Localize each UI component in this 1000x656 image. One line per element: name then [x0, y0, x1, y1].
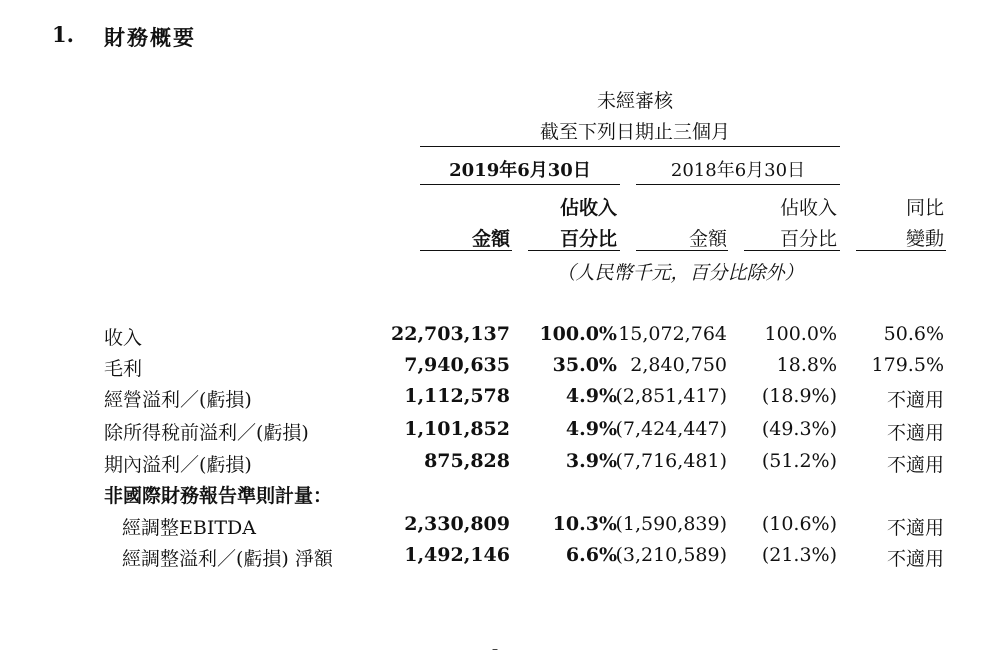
- col-underline-2018-pct: [744, 250, 840, 251]
- cell-profit-before-tax-yoy: 不適用: [886, 422, 944, 444]
- row-label-adjusted-net-profit: 經調整溢利／(虧損) 淨額: [122, 548, 333, 570]
- cell-operating-profit-2019-amount: 1,112,578: [404, 385, 510, 407]
- cell-revenue-2019-amount: 22,703,137: [391, 323, 510, 345]
- row-label-gross-profit: 毛利: [104, 358, 143, 380]
- col-underline-2019-pct: [528, 250, 620, 251]
- col-2018-pct-l1: 佔收入: [779, 197, 837, 219]
- col-underline-2018-amount: [636, 250, 728, 251]
- period-2019: 2019年6月30日: [449, 160, 591, 181]
- table-header-period-desc: 截至下列日期止三個月: [539, 121, 730, 143]
- cell-gross-profit-2019-amount: 7,940,635: [404, 354, 510, 376]
- cell-period-profit-2019-amount: 875,828: [424, 450, 510, 472]
- cell-adjusted-ebitda-yoy: 不適用: [886, 517, 944, 539]
- row-label-period-profit: 期內溢利／(虧損): [104, 454, 252, 476]
- col-2019-pct-l1: 佔收入: [559, 197, 617, 219]
- period-2019-underline: [420, 184, 620, 185]
- cell-profit-before-tax-2018-amount: (7,424,447): [615, 418, 727, 440]
- cell-profit-before-tax-2019-pct: 4.9%: [565, 418, 617, 440]
- cell-profit-before-tax-2018-pct: (49.3%): [761, 418, 837, 440]
- cell-gross-profit-2018-pct: 18.8%: [776, 354, 837, 376]
- cell-gross-profit-2019-pct: 35.0%: [552, 354, 617, 376]
- units-note: （人民幣千元，百分比除外）: [556, 262, 804, 284]
- row-label-operating-profit: 經營溢利／(虧損): [104, 389, 252, 411]
- cell-adjusted-net-profit-2019-amount: 1,492,146: [404, 544, 510, 566]
- cell-operating-profit-2018-amount: (2,851,417): [615, 385, 727, 407]
- cell-adjusted-net-profit-2018-pct: (21.3%): [761, 544, 837, 566]
- period-2018: 2018年6月30日: [670, 160, 806, 181]
- cell-revenue-2019-pct: 100.0%: [539, 323, 617, 345]
- cell-adjusted-ebitda-2018-pct: (10.6%): [761, 513, 837, 535]
- cell-gross-profit-2018-amount: 2,840,750: [630, 354, 727, 376]
- cell-period-profit-yoy: 不適用: [886, 454, 944, 476]
- cell-period-profit-2019-pct: 3.9%: [565, 450, 617, 472]
- col-yoy: 變動: [905, 228, 944, 250]
- row-label-adjusted-ebitda: 經調整EBITDA: [122, 517, 256, 539]
- cell-revenue-2018-pct: 100.0%: [764, 323, 837, 345]
- section-title: 財務概要: [104, 25, 196, 50]
- cell-operating-profit-yoy: 不適用: [886, 389, 944, 411]
- cell-period-profit-2018-pct: (51.2%): [761, 450, 837, 472]
- cell-profit-before-tax-2019-amount: 1,101,852: [404, 418, 510, 440]
- cell-adjusted-net-profit-2018-amount: (3,210,589): [615, 544, 727, 566]
- cell-operating-profit-2019-pct: 4.9%: [565, 385, 617, 407]
- non-ifrs-heading: 非國際財務報告準則計量：: [104, 485, 333, 507]
- col-2019-pct: 百分比: [559, 228, 617, 250]
- cell-adjusted-ebitda-2018-amount: (1,590,839): [615, 513, 727, 535]
- row-label-profit-before-tax: 除所得稅前溢利／(虧損): [104, 422, 309, 444]
- col-underline-2019-amount: [420, 250, 512, 251]
- cell-adjusted-ebitda-2019-pct: 10.3%: [552, 513, 617, 535]
- header-underline: [420, 146, 840, 147]
- col-yoy-l1: 同比: [905, 197, 944, 219]
- cell-adjusted-ebitda-2019-amount: 2,330,809: [404, 513, 510, 535]
- col-underline-yoy: [856, 250, 946, 251]
- cell-operating-profit-2018-pct: (18.9%): [761, 385, 837, 407]
- col-2019-amount: 金額: [471, 228, 510, 250]
- period-2018-underline: [636, 184, 840, 185]
- section-number: 1.: [52, 22, 74, 47]
- page-footer-mark: –: [492, 642, 498, 656]
- cell-revenue-2018-amount: 15,072,764: [618, 323, 727, 345]
- cell-revenue-yoy: 50.6%: [883, 323, 944, 345]
- row-label-revenue: 收入: [104, 327, 143, 349]
- col-2018-amount: 金額: [688, 228, 727, 250]
- cell-adjusted-net-profit-2019-pct: 6.6%: [565, 544, 617, 566]
- cell-adjusted-net-profit-yoy: 不適用: [886, 548, 944, 570]
- table-header-unaudited: 未經審核: [596, 90, 673, 112]
- col-2018-pct: 百分比: [779, 228, 837, 250]
- cell-period-profit-2018-amount: (7,716,481): [615, 450, 727, 472]
- cell-gross-profit-yoy: 179.5%: [871, 354, 944, 376]
